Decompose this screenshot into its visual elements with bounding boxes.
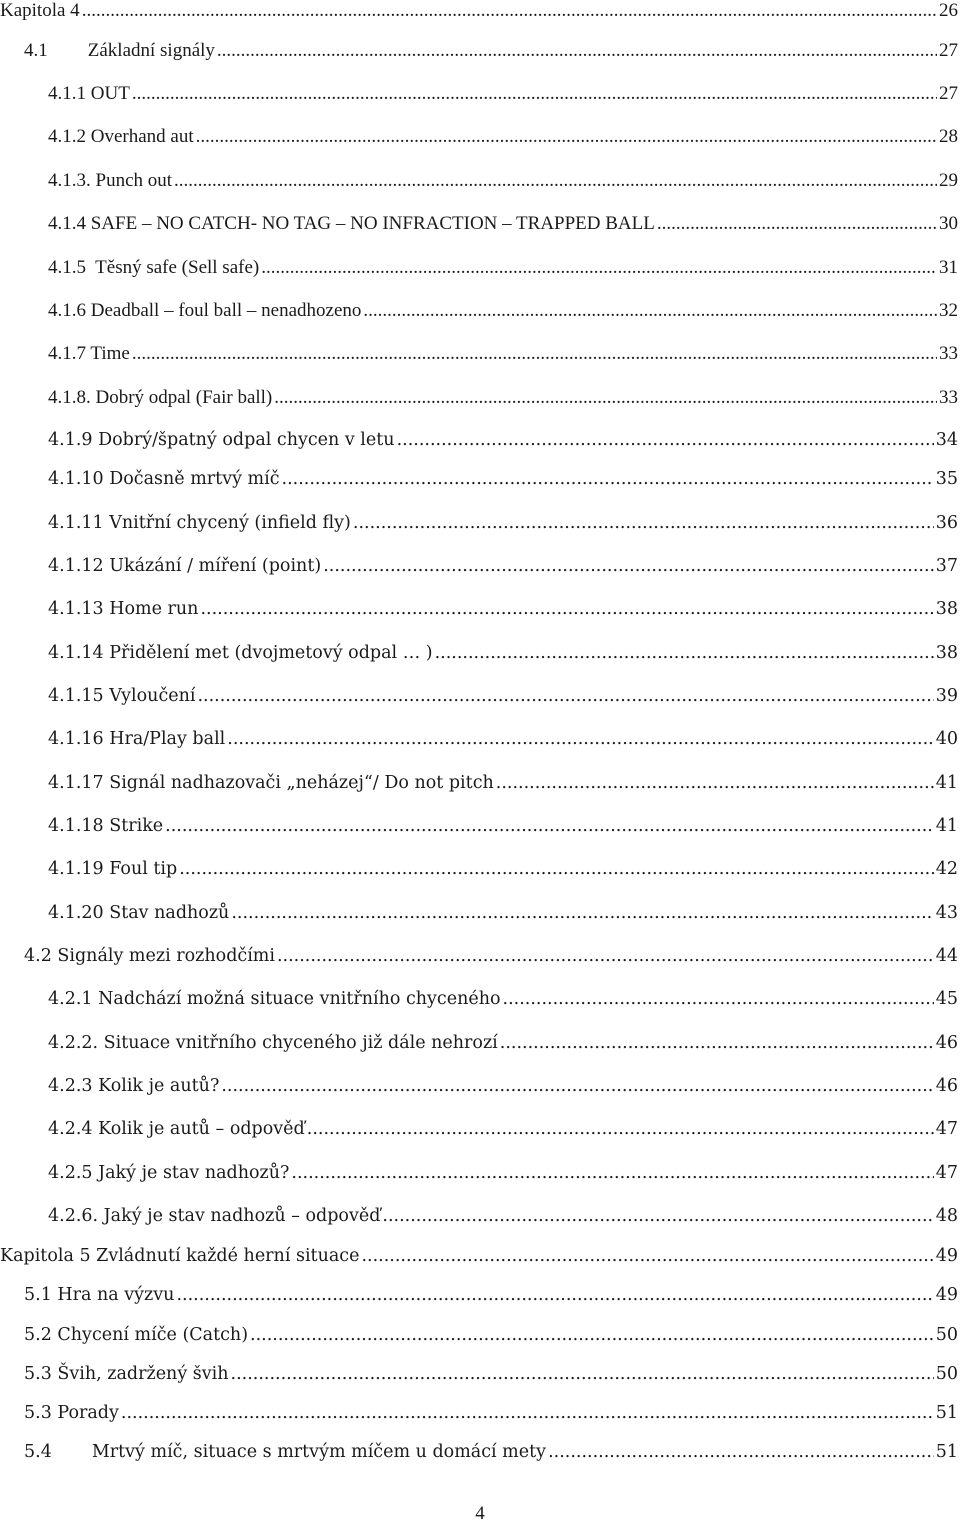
toc-leader bbox=[503, 989, 934, 1009]
toc-entry-label: 5.1 Hra na výzvu bbox=[24, 1285, 175, 1305]
toc-leader bbox=[500, 1033, 934, 1053]
toc-entry-page: 37 bbox=[935, 556, 958, 576]
toc-entry-page: 47 bbox=[935, 1119, 958, 1139]
toc-entry-page: 31 bbox=[939, 257, 958, 278]
toc-entry[interactable] bbox=[0, 1364, 960, 1394]
toc-entry-label: 4.1.3. Punch out bbox=[48, 170, 173, 191]
toc-leader bbox=[261, 257, 937, 279]
toc-entry-label: 4.2.2. Situace vnitřního chyceného již dále nehrozí bbox=[48, 1033, 498, 1053]
toc-leader bbox=[197, 686, 933, 706]
toc-entry-page: 46 bbox=[935, 1033, 958, 1053]
toc-entry-label: 4.1.14 Přidělení met (dvojmetový odpal … ) bbox=[48, 643, 433, 663]
toc-entry-label: 4.1.15 Vyloučení bbox=[48, 686, 196, 706]
toc-entry-label: 5.3 Švih, zadržený švih bbox=[24, 1364, 229, 1384]
toc-entry[interactable] bbox=[0, 989, 960, 1019]
toc-entry-label: 4.1.1 OUT bbox=[48, 83, 130, 104]
toc-entry-page: 26 bbox=[939, 0, 958, 21]
toc-leader bbox=[132, 83, 937, 105]
toc-entry-label: 5.3 Porady bbox=[24, 1403, 119, 1423]
toc-entry-label: 4.1.5 Těsný safe (Sell safe) bbox=[48, 257, 260, 278]
toc-entry[interactable] bbox=[0, 170, 960, 200]
toc-leader bbox=[657, 213, 937, 235]
toc-entry-label: 4.2 Signály mezi rozhodčími bbox=[24, 946, 275, 966]
toc-entry[interactable] bbox=[0, 946, 960, 976]
toc-entry-label: 4.1.13 Home run bbox=[48, 599, 199, 619]
toc-leader bbox=[174, 170, 937, 192]
toc-entry[interactable] bbox=[0, 859, 960, 889]
toc-leader bbox=[397, 430, 934, 450]
toc-leader bbox=[227, 729, 933, 749]
toc-entry[interactable] bbox=[0, 599, 960, 629]
toc-entry-label: 5.2 Chycení míče (Catch) bbox=[24, 1325, 249, 1345]
toc-entry-label: 4.2.4 Kolik je autů – odpověď bbox=[48, 1119, 305, 1139]
toc-entry[interactable] bbox=[0, 903, 960, 933]
toc-entry-page: 46 bbox=[935, 1076, 958, 1096]
toc-leader bbox=[353, 513, 934, 533]
toc-entry-label: Kapitola 4 bbox=[0, 0, 80, 21]
toc-entry-page: 44 bbox=[935, 946, 958, 966]
toc-entry-page: 41 bbox=[935, 773, 958, 793]
toc-leader bbox=[363, 300, 937, 322]
toc-leader bbox=[361, 1246, 933, 1266]
toc-leader bbox=[496, 773, 934, 793]
toc-entry[interactable] bbox=[0, 213, 960, 243]
toc-leader bbox=[277, 946, 934, 966]
toc-leader bbox=[307, 1119, 934, 1139]
toc-entry-label: 4.1.20 Stav nadhozů bbox=[48, 903, 230, 923]
toc-entry-label: 4.1.4 SAFE – NO CATCH- NO TAG – NO INFRACTION – TRAPPED BALL bbox=[48, 213, 655, 234]
toc-entry-page: 35 bbox=[935, 469, 958, 489]
toc-leader bbox=[176, 1285, 933, 1305]
toc-entry[interactable] bbox=[0, 773, 960, 803]
toc-leader bbox=[231, 1364, 934, 1384]
toc-entry[interactable] bbox=[0, 343, 960, 373]
toc-leader bbox=[250, 1325, 934, 1345]
toc-entry-page: 50 bbox=[935, 1364, 958, 1384]
toc-leader bbox=[323, 556, 934, 576]
toc-entry-label: Kapitola 5 Zvládnutí každé herní situace bbox=[0, 1246, 360, 1266]
toc-entry-page: 33 bbox=[939, 387, 958, 408]
toc-entry-label: 4.1.12 Ukázání / míření (point) bbox=[48, 556, 322, 576]
toc-entry[interactable] bbox=[0, 1033, 960, 1063]
toc-entry-page: 41 bbox=[935, 816, 958, 836]
toc-entry-label: 4.2.1 Nadchází možná situace vnitřního chyceného bbox=[48, 989, 501, 1009]
toc-entry-page: 32 bbox=[939, 300, 958, 321]
toc-leader bbox=[231, 903, 933, 923]
toc-entry-page: 27 bbox=[939, 40, 958, 61]
toc-entry[interactable] bbox=[0, 1246, 960, 1276]
toc-entry-page: 49 bbox=[935, 1285, 958, 1305]
toc-entry-label: 4.1.16 Hra/Play ball bbox=[48, 729, 226, 749]
toc-entry-page: 29 bbox=[939, 170, 958, 191]
toc-leader bbox=[165, 816, 934, 836]
toc-entry-page: 30 bbox=[939, 213, 958, 234]
toc-leader bbox=[291, 1163, 933, 1183]
toc-entry-page: 51 bbox=[935, 1442, 958, 1462]
toc-entry-page: 47 bbox=[935, 1163, 958, 1183]
toc-entry[interactable] bbox=[0, 556, 960, 586]
toc-entry[interactable] bbox=[0, 1442, 960, 1472]
toc-leader bbox=[132, 343, 937, 365]
toc-entry[interactable] bbox=[0, 257, 960, 287]
toc-entry-page: 43 bbox=[935, 903, 958, 923]
toc-entry-label: 4.1.8. Dobrý odpal (Fair ball) bbox=[48, 387, 273, 408]
toc-entry[interactable] bbox=[0, 430, 960, 460]
toc-leader bbox=[82, 0, 937, 22]
toc-entry-label: 4.2.5 Jaký je stav nadhozů? bbox=[48, 1163, 290, 1183]
toc-entry[interactable] bbox=[0, 469, 960, 499]
toc-entry-page: 38 bbox=[935, 643, 958, 663]
toc-entry[interactable] bbox=[0, 643, 960, 673]
toc-entry-label: 4.1.11 Vnitřní chycený (infield fly) bbox=[48, 513, 351, 533]
toc-entry-number: 4.1 bbox=[24, 40, 48, 61]
toc-entry[interactable] bbox=[0, 1325, 960, 1355]
toc-leader bbox=[274, 387, 937, 409]
toc-entry[interactable] bbox=[0, 126, 960, 156]
toc-entry-label: 4.1.17 Signál nadhazovači „neházej“/ Do not pitch bbox=[48, 773, 494, 793]
toc-entry[interactable] bbox=[0, 0, 960, 30]
toc-entry-label: 4.1.6 Deadball – foul ball – nenadhozeno bbox=[48, 300, 362, 321]
toc-entry-label: 4.1.19 Foul tip bbox=[48, 859, 178, 879]
toc-entry[interactable] bbox=[0, 513, 960, 543]
toc-entry-page: 49 bbox=[935, 1246, 958, 1266]
toc-leader bbox=[179, 859, 934, 879]
toc-entry-page: 38 bbox=[935, 599, 958, 619]
toc-entry-page: 51 bbox=[935, 1403, 958, 1423]
toc-entry-page: 36 bbox=[935, 513, 958, 533]
toc-entry-page: 39 bbox=[935, 686, 958, 706]
toc-entry-label: 4.2.3 Kolik je autů? bbox=[48, 1076, 220, 1096]
toc-entry[interactable] bbox=[0, 40, 960, 70]
toc-entry-page: 45 bbox=[935, 989, 958, 1009]
toc-entry-label: 4.2.6. Jaký je stav nadhozů – odpověď bbox=[48, 1206, 381, 1226]
toc-entry-label: 4.1.10 Dočasně mrtvý míč bbox=[48, 469, 280, 489]
toc-entry-label: Základní signály bbox=[87, 40, 215, 61]
toc-entry-page: 48 bbox=[935, 1206, 958, 1226]
toc-entry[interactable] bbox=[0, 1206, 960, 1236]
toc-entry-page: 40 bbox=[935, 729, 958, 749]
toc-entry[interactable] bbox=[0, 1285, 960, 1315]
toc-entry[interactable] bbox=[0, 729, 960, 759]
toc-leader bbox=[217, 40, 937, 62]
toc-entry-label: 4.1.9 Dobrý/špatný odpal chycen v letu bbox=[48, 430, 395, 450]
toc-entry[interactable] bbox=[0, 387, 960, 417]
toc-entry[interactable] bbox=[0, 1403, 960, 1433]
toc-leader bbox=[282, 469, 934, 489]
page-number: 4 bbox=[475, 1503, 485, 1524]
toc-leader bbox=[200, 599, 933, 619]
toc-entry-page: 28 bbox=[939, 126, 958, 147]
toc-entry-label: 4.1.7 Time bbox=[48, 343, 130, 364]
toc-entry[interactable] bbox=[0, 83, 960, 113]
toc-entry[interactable] bbox=[0, 1163, 960, 1193]
toc-leader bbox=[548, 1442, 934, 1462]
toc-leader bbox=[121, 1403, 934, 1423]
toc-entry[interactable] bbox=[0, 300, 960, 330]
toc-entry[interactable] bbox=[0, 686, 960, 716]
toc-leader bbox=[196, 126, 937, 148]
toc-entry-page: 33 bbox=[939, 343, 958, 364]
toc-entry[interactable] bbox=[0, 1076, 960, 1106]
toc-leader bbox=[221, 1076, 933, 1096]
toc-leader bbox=[435, 643, 934, 663]
toc-entry-label: Mrtvý míč, situace s mrtvým míčem u domácí mety bbox=[91, 1442, 547, 1462]
toc-entry-page: 42 bbox=[935, 859, 958, 879]
toc-entry[interactable] bbox=[0, 1119, 960, 1149]
toc-entry-label: 4.1.2 Overhand aut bbox=[48, 126, 194, 147]
toc-entry[interactable] bbox=[0, 816, 960, 846]
toc-entry-label: 4.1.18 Strike bbox=[48, 816, 164, 836]
toc-entry-page: 27 bbox=[939, 83, 958, 104]
toc-entry-number: 5.4 bbox=[24, 1442, 52, 1462]
toc-entry-page: 50 bbox=[935, 1325, 958, 1345]
toc-entry-page: 34 bbox=[935, 430, 958, 450]
toc-leader bbox=[382, 1206, 933, 1226]
